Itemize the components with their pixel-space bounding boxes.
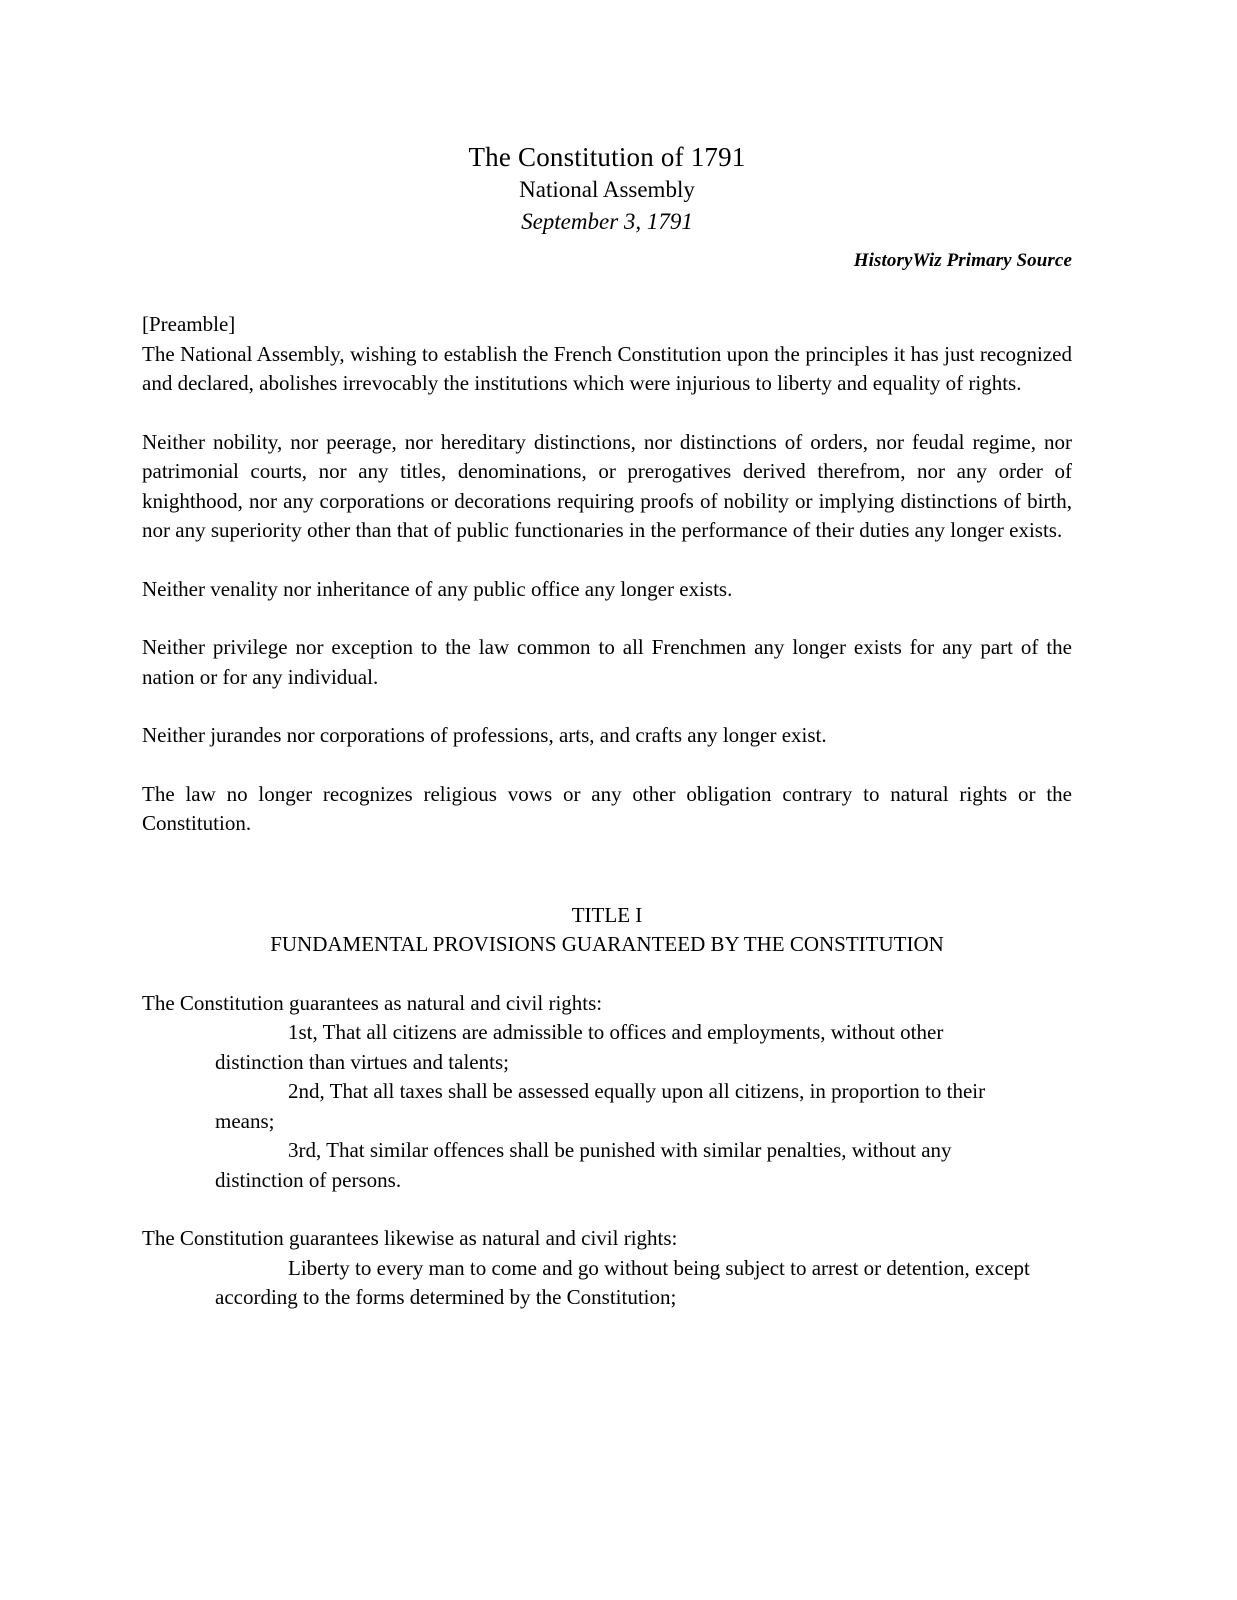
paragraph-spacer — [142, 604, 1072, 633]
paragraph-spacer — [142, 1195, 1072, 1224]
paragraph-spacer — [142, 751, 1072, 780]
source-attribution: HistoryWiz Primary Source — [853, 250, 1072, 271]
guarantee-group-1-lead-in: The Constitution guarantees as natural and civil rights: — [142, 990, 603, 1015]
guarantee-item: 3rd, That similar offences shall be punished with similar penalties, without any distinction of persons. — [215, 1138, 952, 1192]
section-spacer — [142, 839, 1072, 901]
preamble-paragraph-4: Neither privilege nor exception to the law common to all Frenchmen any longer exists for any part of the nation or for any individual. — [142, 635, 1072, 689]
preamble-paragraph-1: The National Assembly, wishing to establish the French Constitution upon the principles it has just recognized and declared, abolishes irrevocably the institutions which were injurious to liberty and equality of rights. — [142, 341, 1072, 395]
paragraph-spacer — [142, 960, 1072, 989]
document-date: September 3, 1791 — [521, 209, 693, 234]
guarantee-item: 2nd, That all taxes shall be assessed equally upon all citizens, in proportion to their means; — [215, 1079, 986, 1133]
title-one-number: TITLE I — [571, 902, 643, 927]
document-body — [142, 310, 1072, 1313]
document-header — [142, 0, 1072, 274]
paragraph-spacer — [142, 399, 1072, 428]
document-author: National Assembly — [519, 177, 695, 202]
title-one-heading: FUNDAMENTAL PROVISIONS GUARANTEED BY THE CONSTITUTION — [270, 932, 944, 956]
paragraph-spacer — [142, 692, 1072, 721]
preamble-paragraph-6: The law no longer recognizes religious vows or any other obligation contrary to natural rights or the Constitution. — [142, 781, 1072, 835]
guarantee-group-2-lead-in: The Constitution guarantees likewise as natural and civil rights: — [142, 1226, 678, 1250]
guarantee-item: 1st, That all citizens are admissible to offices and employments, without other distinction than virtues and talents; — [215, 1020, 944, 1074]
preamble-paragraph-5: Neither jurandes nor corporations of professions, arts, and crafts any longer exist. — [142, 723, 827, 747]
paragraph-spacer — [142, 546, 1072, 575]
page-title: The Constitution of 1791 — [468, 142, 746, 172]
preamble-paragraph-3: Neither venality nor inheritance of any public office any longer exists. — [142, 576, 733, 601]
preamble-paragraph-2: Neither nobility, nor peerage, nor hereditary distinctions, nor distinctions of orders, nor feudal regime, nor patrimonial courts, nor any titles, denominations, or prerogatives derived therefrom, nor any order of knighthood, nor any corporations or decorations requiring proofs of nobility or implying distinctions of birth, nor any superiority other than that of public functionaries in the performance of their duties any longer exists. — [142, 429, 1072, 542]
document-content — [142, 0, 1072, 1313]
preamble-label: [Preamble] — [142, 312, 236, 336]
guarantee-item: Liberty to every man to come and go without being subject to arrest or detention, except according to the forms determined by the Constitution; — [215, 1255, 1030, 1309]
